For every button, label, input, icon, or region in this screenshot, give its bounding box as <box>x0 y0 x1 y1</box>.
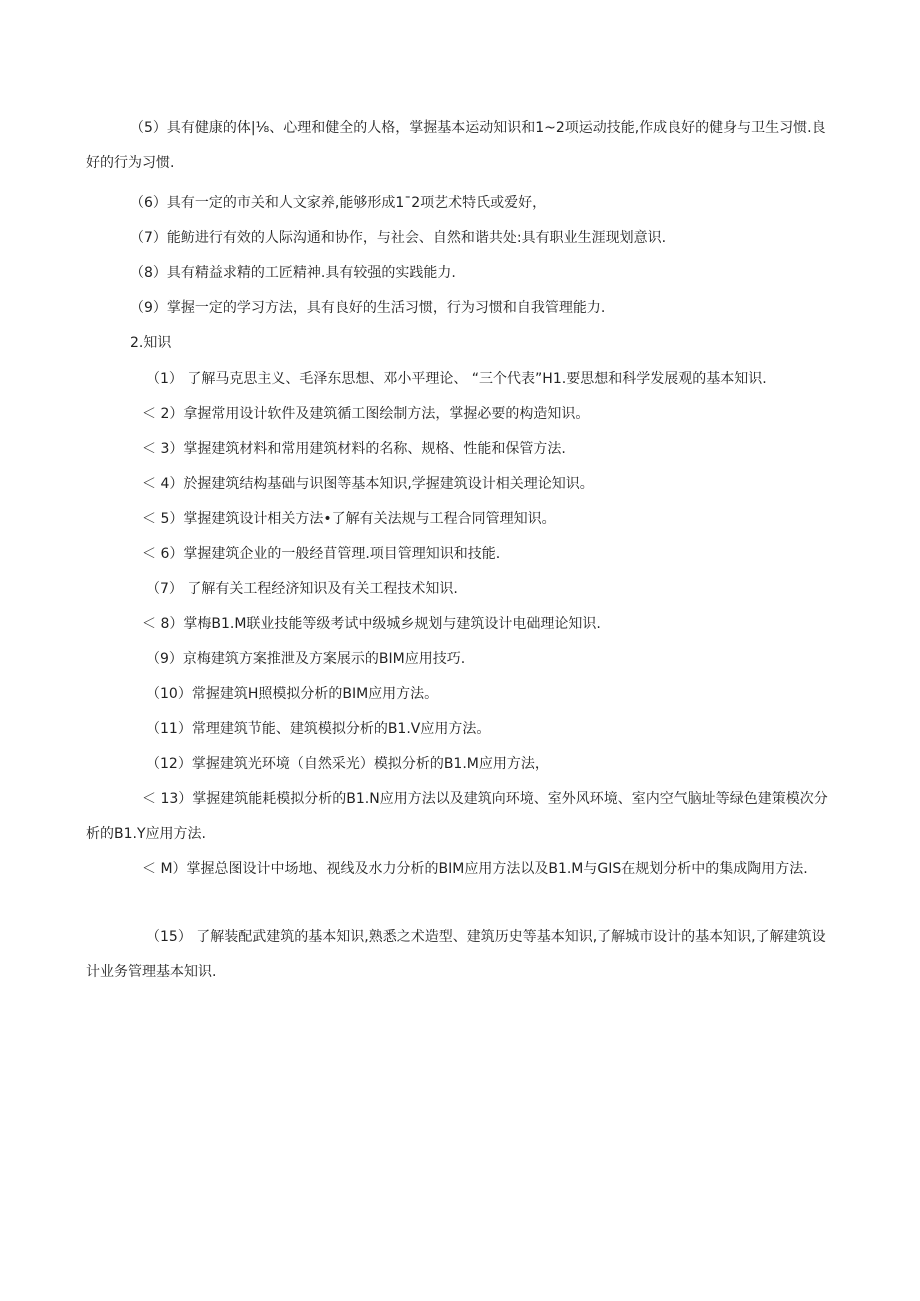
knowledge-item-5: ＜ 5）掌握建筑设计相关方法•了解有关法规与工程合同管理知识。 <box>142 511 556 527</box>
knowledge-item-4: ＜ 4）於握建筑结构基础与识图等基本知识,学握建筑设计相关理论知识。 <box>142 476 594 492</box>
ability-item-9: （9）掌握一定的学习方法，具有良好的生活习惯，行为习惯和自我管理能力. <box>130 300 606 316</box>
knowledge-item-7: （7） 了解有关工程经济知识及有关工程技术知识. <box>146 581 458 597</box>
ability-item-7: （7）能鲂进行有效的人际沟通和协作，与社会、自然和谐共处:具有职业生涯现划意识. <box>130 230 667 246</box>
knowledge-item-14: ＜ M）掌握总图设计中场地、视线及水力分析的BIM应用方法以及B1.M与GIS在规划分析中的集成陶用方法. <box>142 861 808 877</box>
ability-item-8: （8）具有精益求精的工匠精神.具有较强的实践能力. <box>130 265 456 281</box>
knowledge-item-11: （11）常理建筑节能、建筑模拟分析的B1.V应用方法。 <box>146 721 491 737</box>
ability-item-6: （6）具有一定的市关和人文家养,能够形成1¯2项艺术特氏或爱好， <box>130 195 547 211</box>
knowledge-item-3: ＜ 3）掌握建筑材料和常用建筑材料的名称、规格、性能和保管方法. <box>142 441 566 457</box>
section-heading-knowledge: 2.知识 <box>130 335 172 351</box>
knowledge-item-15: （15） 了解装配武建筑的基本知识,熟悉之术造型、建筑历史等基本知识,了解城市设计的基本知识,了解建筑设计业务管理基本知识. <box>86 929 826 980</box>
knowledge-item-13: ＜ 13）掌握建筑能耗模拟分析的B1.N应用方法以及建筑向环境、室外风环境、室内空气脑址等绿色建策模次分析的B1.Y应用方法. <box>86 791 828 842</box>
ability-item-5: （5）具有健康的体|⅛、心理和健全的人格，掌握基本运动知识和1~2项运动技能,作成良好的健身与卫生习惯.良好的行为习惯. <box>86 120 826 171</box>
knowledge-item-6: ＜ 6）掌握建筑企业的一般经苜管理.项目管理知识和技能. <box>142 546 501 562</box>
knowledge-item-1: （1） 了解马克思主义、毛泽东思想、邓小平理论、 “三个代表”H1.要思想和科学发展观的基本知识. <box>146 371 767 387</box>
knowledge-item-9: （9）京梅建筑方案推泄及方案展示的BIM应用技巧. <box>146 651 466 667</box>
knowledge-item-10: （10）常握建筑H照模拟分析的BIM应用方法。 <box>146 686 439 702</box>
knowledge-item-8: ＜ 8）掌梅B1.M联业技能等级考试中级城乡规划与建筑设计电础理论知识. <box>142 616 601 632</box>
knowledge-item-12: （12）掌握建筑光环境（自然采光）模拟分析的B1.M应用方法， <box>146 756 549 772</box>
knowledge-item-2: ＜ 2）拿握常用设计软件及建筑循工图绘制方法，掌握必要的构造知识。 <box>142 406 590 422</box>
